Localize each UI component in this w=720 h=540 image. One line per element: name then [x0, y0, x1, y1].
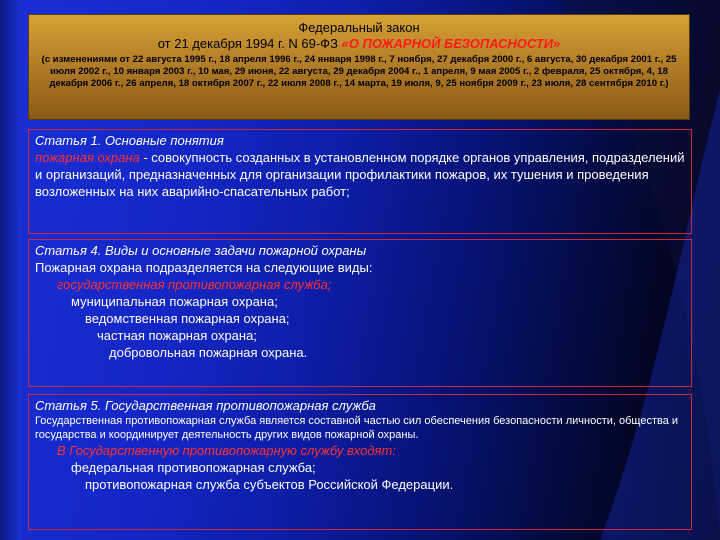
list-item: государственная противопожарная служба;	[57, 277, 332, 292]
list-item: противопожарная служба субъектов Российской Федерации.	[85, 477, 454, 492]
article-1-title: Статья 1. Основные понятия	[35, 133, 224, 148]
list-item: ведомственная пожарная охрана;	[85, 311, 290, 326]
law-amendments: (с изменениями от 22 августа 1995 г., 18 апреля 1996 г., 24 января 1998 г., 7 ноября, 27 декабря 2000 г., 6 августа, 30 декабря 2001 г., 25 июля 2002 г., 10 января 2003 г., 10 мая, 29 июня, 22 августа, 29 декабря 2004 г., 1 апреля, 9 мая 2005 г., 2 февраля, 25 октября, 4, 18 декабря 2006 г., 26 апреля, 18 октября 2007 г., 22 июля 2008 г., 14 марта, 19 июля, 9, 25 ноября 2009 г., 23 июля, 28 сентября 2010 г.)	[41, 54, 677, 89]
law-subtitle	[29, 36, 689, 52]
article-1-box	[28, 129, 692, 234]
article-5-title: Статья 5. Государственная противопожарная служба	[35, 398, 376, 413]
law-date-number: от 21 декабря 1994 г. N 69-ФЗ	[157, 36, 338, 51]
article-4-title: Статья 4. Виды и основные задачи пожарной охраны	[35, 243, 367, 258]
article-4-box	[28, 239, 692, 387]
article-5-box	[28, 394, 692, 530]
list-item: частная пожарная охрана;	[97, 328, 257, 343]
list-item: добровольная пожарная охрана.	[109, 345, 308, 360]
law-name: «О ПОЖАРНОЙ БЕЗОПАСНОСТИ»	[341, 36, 561, 51]
article-1-term: пожарная охрана	[35, 150, 140, 165]
law-title: Федеральный закон	[298, 20, 420, 35]
list-item: муниципальная пожарная охрана;	[71, 294, 278, 309]
list-item: федеральная противопожарная служба;	[71, 460, 316, 475]
article-1-definition: - совокупность созданных в установленном порядке органов управления, подразделений и организаций, предназначенных для организации профилактики пожаров, их тушения и проведения возложенных на них аварийно-спасательных работ;	[35, 150, 685, 199]
law-header	[28, 14, 690, 120]
article-5-includes: В Государственную противопожарную службу входят:	[57, 443, 396, 458]
article-4-intro: Пожарная охрана подразделяется на следующие виды:	[35, 260, 373, 275]
article-1-body	[35, 149, 685, 200]
article-5-text: Государственная противопожарная служба является составной частью сил обеспечения безопасности личности, общества и государства и координирует деятельность других видов пожарной охраны.	[35, 415, 679, 441]
